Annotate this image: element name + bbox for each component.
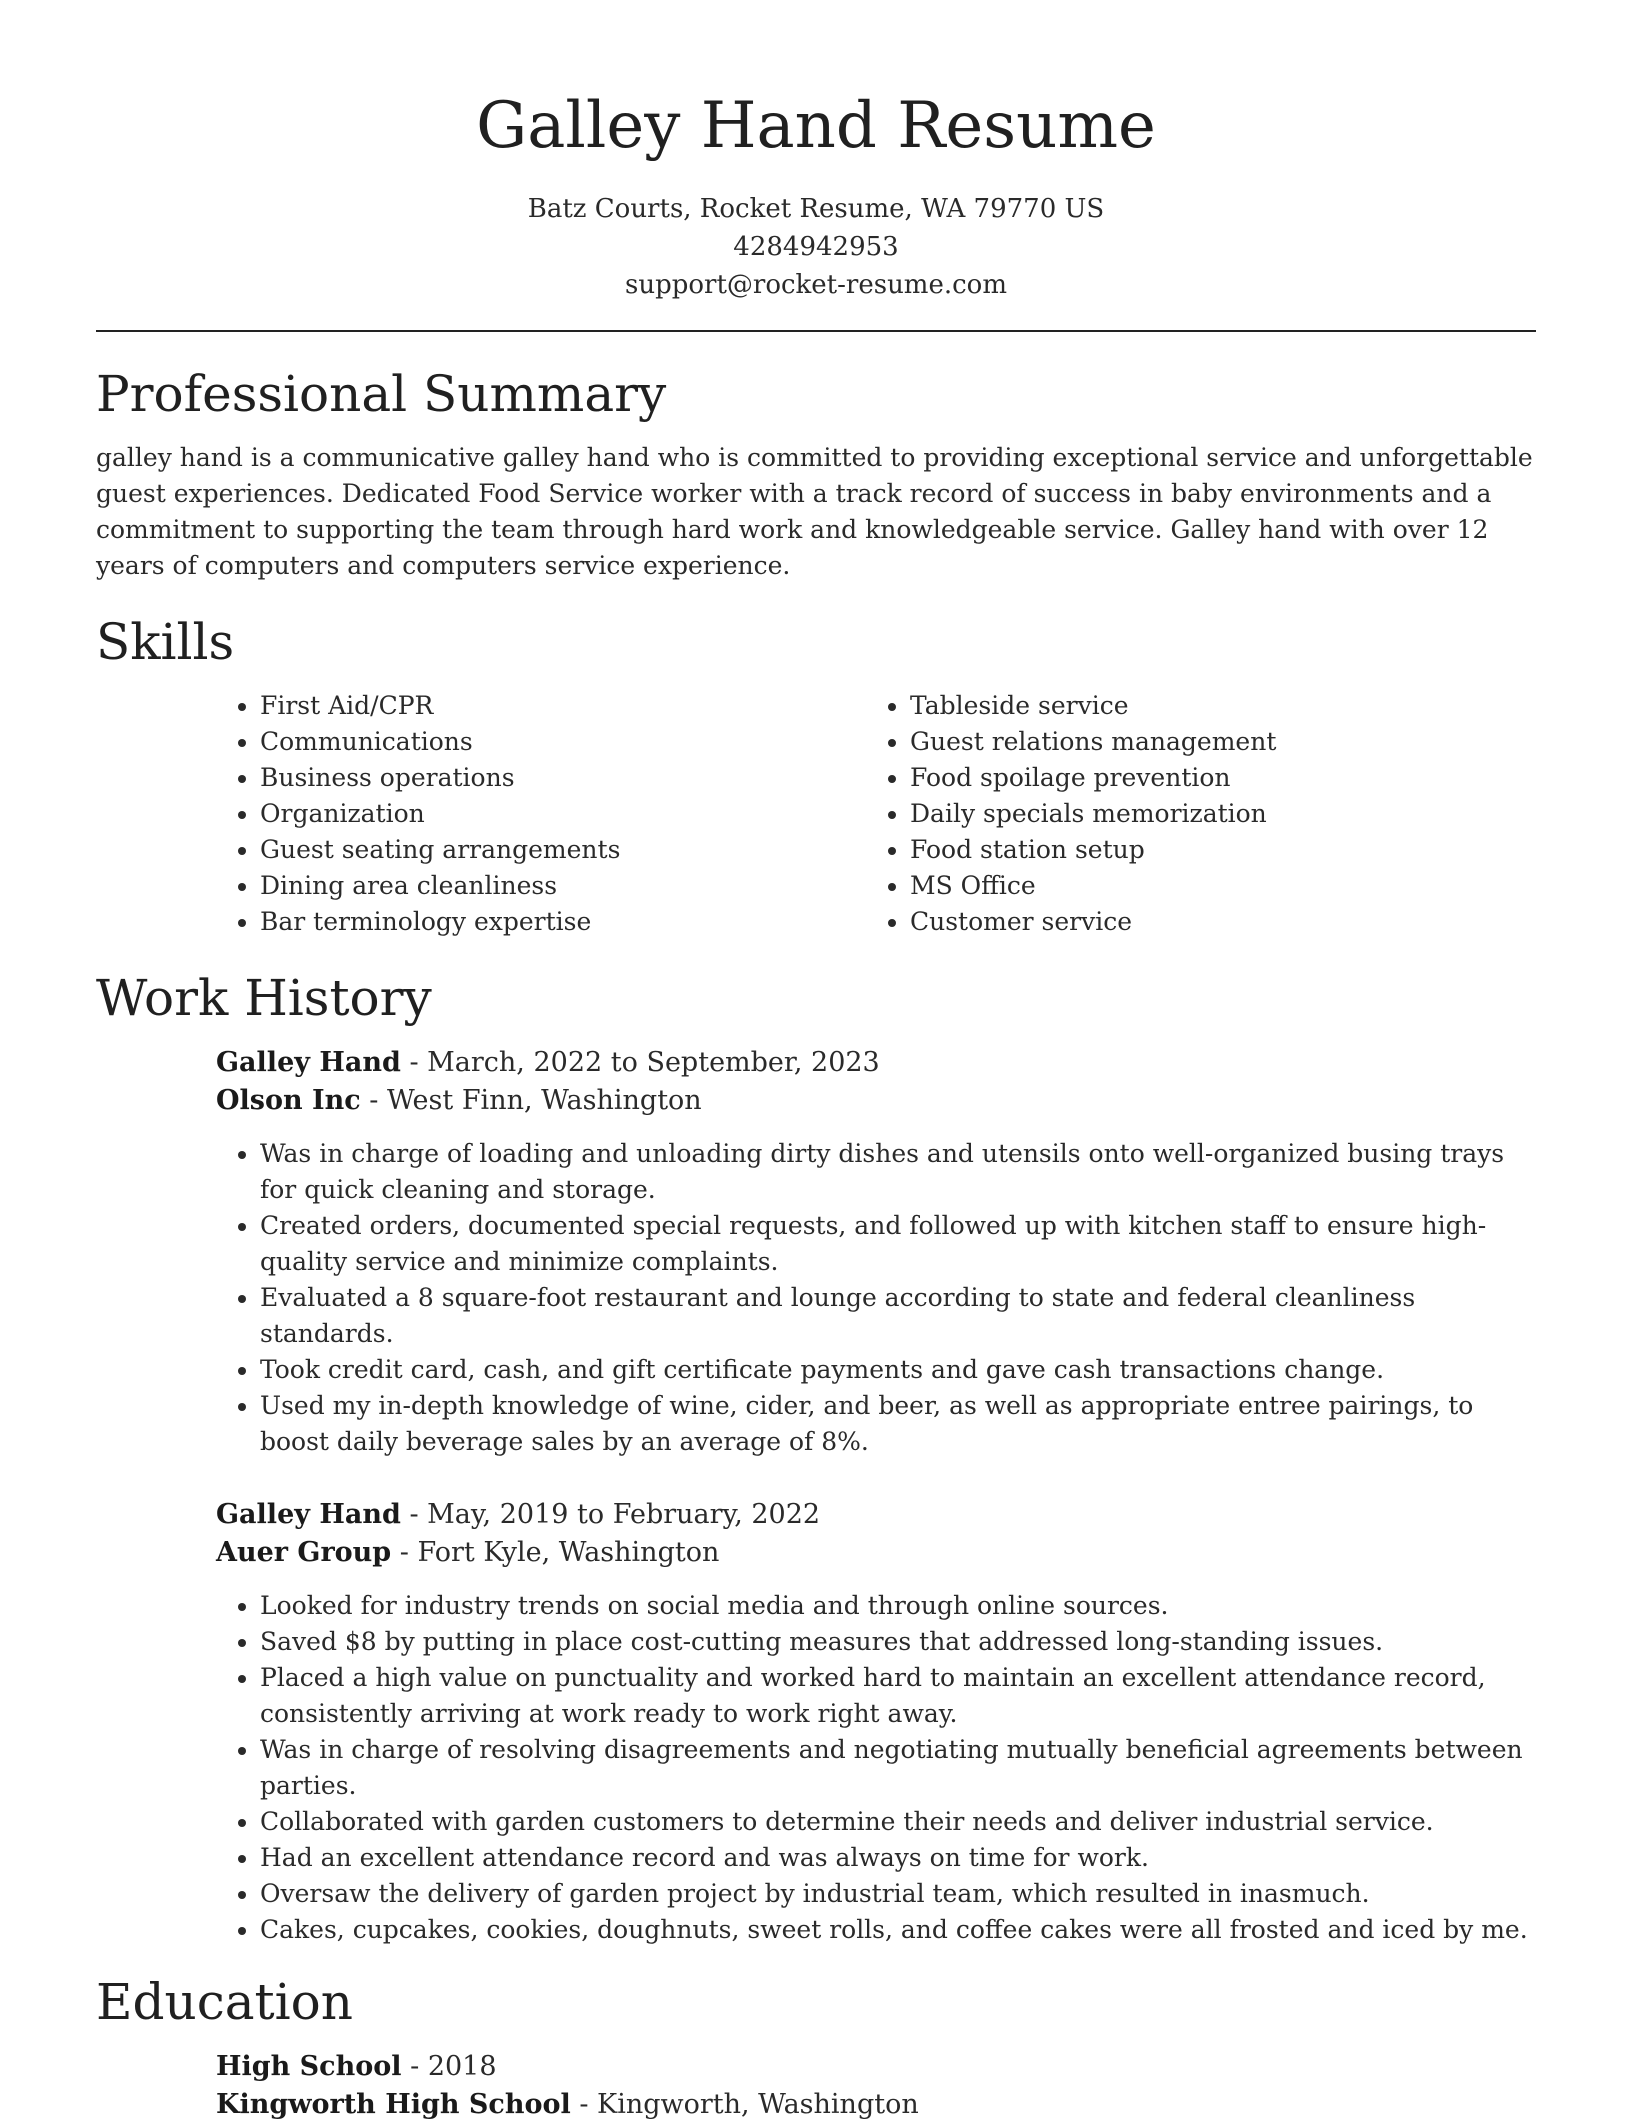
skills-column-left	[216, 688, 866, 940]
job-title-line	[216, 1496, 1536, 1534]
education-school: Kingworth High School	[216, 2089, 571, 2120]
skill-item: • Daily specials memorization	[910, 796, 1516, 832]
resume-header	[96, 0, 1536, 304]
job-bullet: • Saved $8 by putting in place cost-cutting measures that addressed long-standing issues.	[260, 1624, 1536, 1660]
work-history-heading: Work History	[96, 969, 432, 1027]
education-heading: Education	[96, 1973, 353, 2031]
skill-item: • Organization	[260, 796, 866, 832]
skill-item: • Communications	[260, 724, 866, 760]
skills-column-right	[866, 688, 1516, 940]
resume-title: Galley Hand Resume	[476, 89, 1156, 163]
job-location: - Fort Kyle, Washington	[391, 1537, 720, 1568]
skill-item: • Dining area cleanliness	[260, 868, 866, 904]
job-title-line	[216, 1044, 1536, 1082]
job-bullet: • Evaluated a 8 square-foot restaurant and lounge according to state and federal cleanliness standards.	[260, 1280, 1536, 1352]
skill-item: • Guest relations management	[910, 724, 1516, 760]
job-bullet: • Looked for industry trends on social media and through online sources.	[260, 1588, 1536, 1624]
skills-grid	[216, 688, 1536, 940]
skills-section	[96, 610, 1536, 940]
skill-item: • Guest seating arrangements	[260, 832, 866, 868]
job-dates: - March, 2022 to September, 2023	[400, 1047, 880, 1078]
contact-block	[96, 190, 1536, 304]
education-school-line	[216, 2086, 1536, 2124]
job-bullets	[216, 1588, 1536, 1948]
skill-item: • Food spoilage prevention	[910, 760, 1516, 796]
skill-item: • Customer service	[910, 904, 1516, 940]
education-location: - Kingworth, Washington	[570, 2089, 919, 2120]
job-company: Auer Group	[216, 1537, 392, 1568]
education-year: - 2018	[401, 2051, 497, 2082]
skill-item: • MS Office	[910, 868, 1516, 904]
job-bullet: • Cakes, cupcakes, cookies, doughnuts, sweet rolls, and coffee cakes were all frosted and iced by me.	[260, 1912, 1536, 1948]
jobs-list	[216, 1044, 1536, 1948]
contact-email: support@rocket-resume.com	[624, 270, 1007, 300]
job-entry	[216, 1044, 1536, 1460]
education-section	[96, 1970, 1536, 2124]
work-history-section	[96, 966, 1536, 1948]
job-bullet: • Oversaw the delivery of garden project by industrial team, which resulted in inasmuch.	[260, 1876, 1536, 1912]
job-bullet: • Created orders, documented special requests, and followed up with kitchen staff to ensure high-quality service and minimize complaints.	[260, 1208, 1536, 1280]
summary-section	[96, 362, 1536, 584]
job-company-line	[216, 1534, 1536, 1572]
contact-phone: 4284942953	[733, 232, 899, 262]
summary-text: galley hand is a communicative galley hand who is committed to providing exceptional service and unforgettable guest experiences. Dedicated Food Service worker with a track record of success in baby environments and a commitment to supporting the team through hard work and knowledgeable service. Galley hand with over 12 years of computers and computers service experience.	[96, 443, 1533, 580]
job-bullets	[216, 1136, 1536, 1460]
contact-address: Batz Courts, Rocket Resume, WA 79770 US	[527, 194, 1105, 224]
education-degree: High School	[216, 2051, 402, 2082]
skill-item: • Tableside service	[910, 688, 1516, 724]
job-company: Olson Inc	[216, 1085, 361, 1116]
summary-heading: Professional Summary	[96, 365, 667, 423]
job-bullet: • Was in charge of loading and unloading dirty dishes and utensils onto well-organized busing trays for quick cleaning and storage.	[260, 1136, 1536, 1208]
job-entry	[216, 1496, 1536, 1948]
education-degree-line	[216, 2048, 1536, 2086]
job-location: - West Finn, Washington	[360, 1085, 702, 1116]
job-bullet: • Placed a high value on punctuality and worked hard to maintain an excellent attendance record, consistently arriving at work ready to work right away.	[260, 1660, 1536, 1732]
job-bullet: • Took credit card, cash, and gift certificate payments and gave cash transactions change.	[260, 1352, 1536, 1388]
job-role: Galley Hand	[216, 1047, 401, 1078]
skills-heading: Skills	[96, 613, 235, 671]
job-role: Galley Hand	[216, 1499, 401, 1530]
skill-item: • Bar terminology expertise	[260, 904, 866, 940]
skill-item: • Food station setup	[910, 832, 1516, 868]
skill-item: • First Aid/CPR	[260, 688, 866, 724]
job-dates: - May, 2019 to February, 2022	[400, 1499, 821, 1530]
education-entry	[216, 2048, 1536, 2124]
job-company-line	[216, 1082, 1536, 1120]
job-bullet: • Was in charge of resolving disagreements and negotiating mutually beneficial agreements between parties.	[260, 1732, 1536, 1804]
job-bullet: • Used my in-depth knowledge of wine, cider, and beer, as well as appropriate entree pairings, to boost daily beverage sales by an average of 8%.	[260, 1388, 1536, 1460]
skill-item: • Business operations	[260, 760, 866, 796]
header-divider	[96, 330, 1536, 332]
job-bullet: • Had an excellent attendance record and was always on time for work.	[260, 1840, 1536, 1876]
job-bullet: • Collaborated with garden customers to determine their needs and deliver industrial service.	[260, 1804, 1536, 1840]
